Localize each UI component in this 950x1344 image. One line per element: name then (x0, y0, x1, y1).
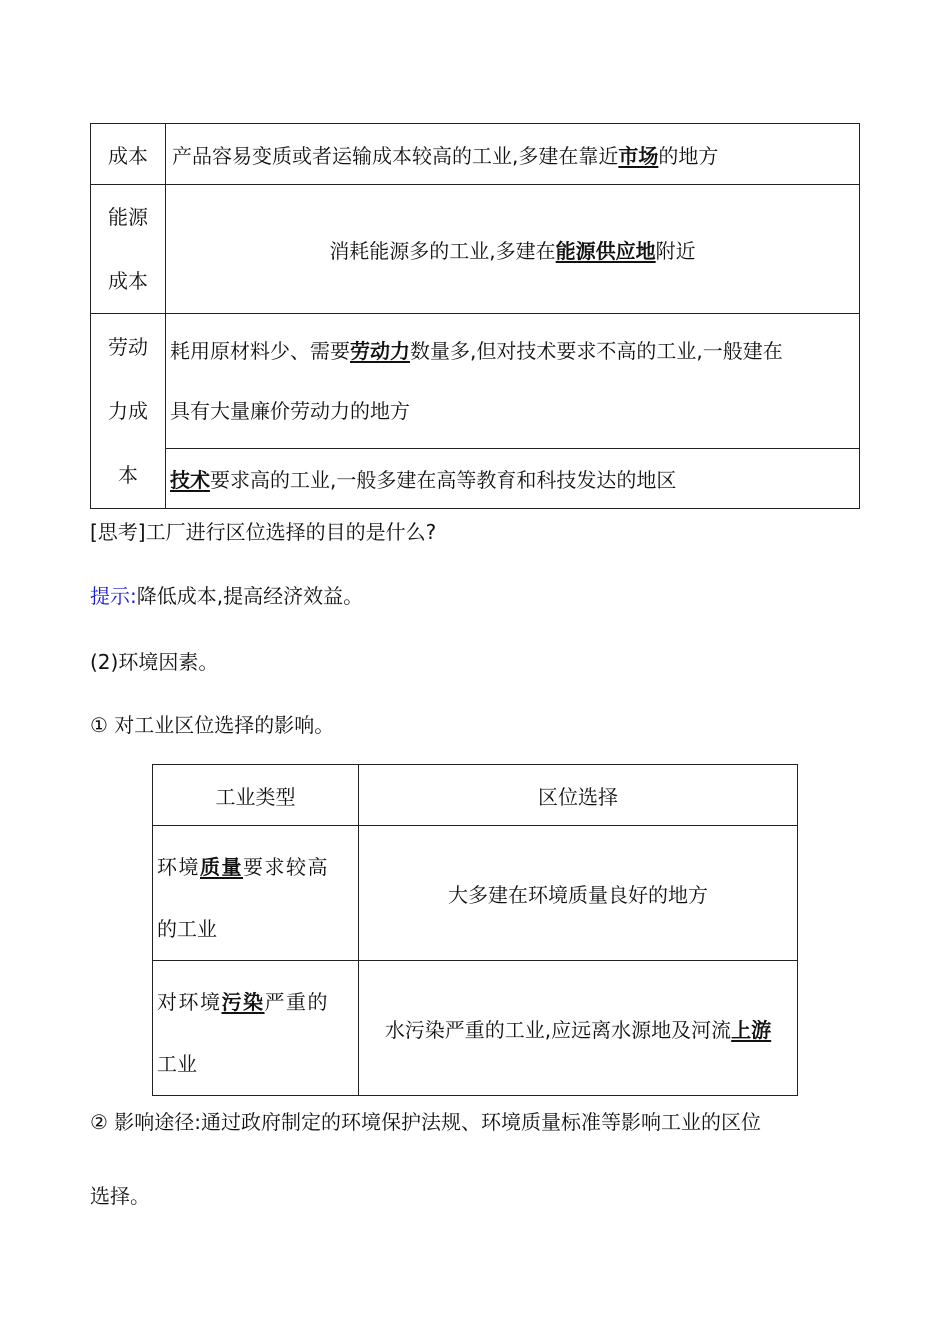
text-line: 的工业 (157, 917, 217, 941)
text-segment: 耗用原材料少、需要 (170, 339, 350, 363)
table-header-row (153, 765, 798, 826)
industry-type (153, 961, 359, 1096)
column-header: 区位选择 (359, 765, 798, 826)
row-label (91, 314, 166, 509)
table-row (91, 124, 860, 185)
keyword: 市场 (618, 143, 659, 168)
location-choice: 大多建在环境质量良好的地方 (359, 826, 798, 961)
text-segment: 环境 (157, 855, 200, 879)
point-paragraph-cont: 选择。 (90, 1184, 150, 1208)
environment-table (152, 764, 798, 1096)
row-description (166, 124, 860, 185)
text-line (170, 321, 859, 381)
text-line: 具有大量廉价劳动力的地方 (170, 399, 410, 423)
row-description (166, 449, 860, 509)
column-header: 工业类型 (153, 765, 359, 826)
table-row (91, 449, 860, 509)
table-row (91, 314, 860, 449)
keyword: 技术 (170, 468, 210, 492)
think-question: [思考]工厂进行区位选择的目的是什么? (90, 520, 437, 544)
section-title: (2)环境因素。 (90, 650, 219, 674)
text-segment: 数量多,但对技术要求不高的工业,一般建在 (410, 339, 783, 363)
text-segment: 要求较高 (243, 855, 329, 879)
hint-paragraph (90, 581, 363, 611)
location-choice (359, 961, 798, 1096)
cost-factors-table (90, 123, 860, 509)
text-segment: 对环境 (157, 990, 222, 1014)
row-label (91, 185, 166, 314)
text-segment: 消耗能源多的工业,多建在 (329, 238, 556, 263)
keyword: 能源供应地 (555, 238, 656, 263)
label-line: 力成 (108, 399, 148, 423)
text-line (157, 966, 358, 1038)
table-row (91, 185, 860, 314)
industry-type (153, 826, 359, 961)
label-line: 劳动 (108, 335, 148, 359)
text-segment: 附近 (655, 238, 696, 263)
text-segment: 要求高的工业,一般多建在高等教育和科技发达的地区 (210, 468, 677, 492)
hint-label: 提示: (90, 584, 137, 608)
hint-text: 降低成本,提高经济效益。 (136, 584, 364, 608)
text-line: 工业 (157, 1052, 197, 1076)
text-line (157, 831, 358, 903)
label-line: 成本 (108, 269, 148, 293)
row-label: 成本 (91, 124, 166, 185)
table-row (153, 826, 798, 961)
text-segment: 产品容易变质或者运输成本较高的工业,多建在靠近 (172, 143, 619, 168)
label-line: 能源 (108, 205, 148, 229)
keyword: 污染 (221, 990, 265, 1014)
point-paragraph: ② 影响途径:通过政府制定的环境保护法规、环境质量标准等影响工业的区位 (90, 1110, 762, 1134)
keyword: 上游 (731, 1017, 772, 1042)
row-description (166, 314, 860, 449)
row-description (166, 185, 860, 314)
text-segment: 的地方 (658, 143, 719, 168)
text-segment: 严重的 (264, 990, 329, 1014)
label-line: 本 (118, 463, 138, 487)
point-heading: ① 对工业区位选择的影响。 (90, 713, 335, 737)
table-row (153, 961, 798, 1096)
keyword: 质量 (200, 855, 243, 879)
keyword: 劳动力 (350, 339, 410, 363)
text-segment: 水污染严重的工业,应远离水源地及河流 (384, 1017, 732, 1042)
